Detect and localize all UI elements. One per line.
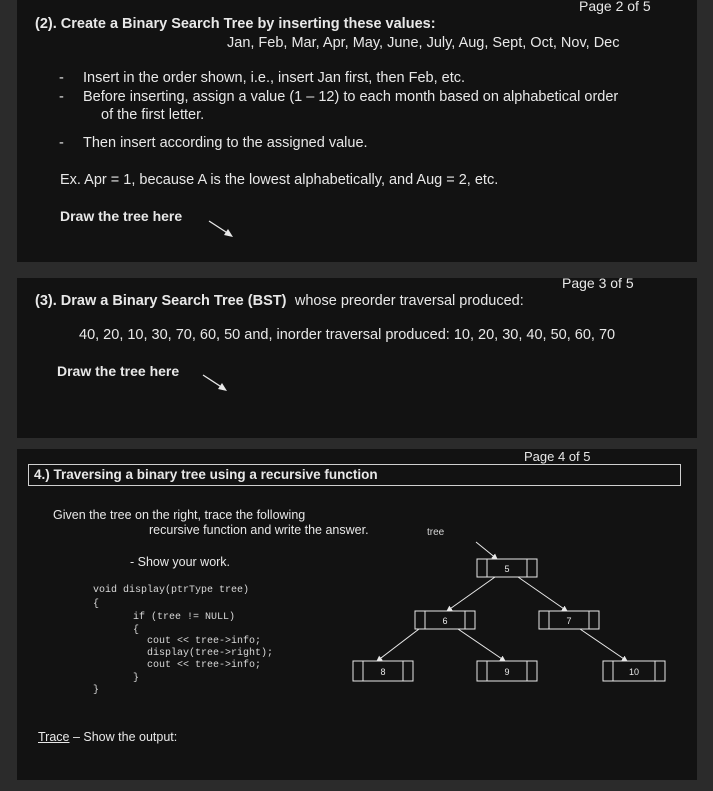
trace-prompt [38, 730, 177, 744]
show-work-text: - Show your work. [130, 555, 231, 569]
node-value: 7 [566, 616, 572, 626]
bullet-mark: - [59, 89, 64, 105]
tree-edge [458, 629, 505, 661]
question-title: (3). Draw a Binary Search Tree (BST) [35, 293, 287, 309]
draw-instruction: Draw the tree here [57, 363, 180, 379]
code-line: display(tree->right); [147, 648, 274, 659]
arrow-icon [207, 218, 237, 240]
question-title: (2). Create a Binary Search Tree by inserting these values: [35, 16, 436, 32]
node-value: 6 [442, 616, 448, 626]
bullet-1: Insert in the order shown, i.e., insert Jan first, then Feb, etc. [83, 70, 466, 86]
tree-node [603, 661, 665, 681]
page-number: Page 4 of 5 [524, 449, 591, 464]
code-line: if (tree != NULL) [133, 612, 236, 623]
node-value: 5 [504, 564, 510, 574]
tree-edge [377, 629, 419, 661]
given-text-1: Given the tree on the right, trace the following [53, 508, 306, 522]
draw-instruction: Draw the tree here [60, 208, 183, 224]
tree-edge [580, 629, 627, 661]
tree-pointer-arrow [476, 542, 497, 559]
question-title: 4.) Traversing a binary tree using a recursive function [34, 467, 378, 482]
code-line: { [93, 599, 100, 610]
node-value: 10 [628, 667, 640, 677]
code-line: cout << tree->info; [147, 636, 262, 647]
code-line: cout << tree->info; [147, 660, 262, 671]
question-title-box [28, 464, 681, 486]
traversal-values: 40, 20, 10, 30, 70, 60, 50 and, inorder traversal produced: 10, 20, 30, 40, 50, 60, 70 [79, 327, 616, 343]
bullet-2: Before inserting, assign a value (1 – 12) to each month based on alphabetical order [83, 89, 619, 105]
month-values: Jan, Feb, Mar, Apr, May, June, July, Aug, Sept, Oct, Nov, Dec [227, 35, 620, 51]
bullet-3: Then insert according to the assigned value. [83, 135, 368, 151]
question-title-line [35, 292, 524, 310]
page-number: Page 3 of 5 [562, 275, 634, 291]
code-line: void display(ptrType tree) [93, 585, 250, 596]
node-value: 8 [380, 667, 386, 677]
example-text: Ex. Apr = 1, because A is the lowest alphabetically, and Aug = 2, etc. [60, 172, 499, 188]
trace-rest: – Show the output: [69, 730, 178, 744]
node-value: 9 [504, 667, 510, 677]
trace-label: Trace [38, 730, 70, 744]
bullet-mark: - [59, 135, 64, 151]
bullet-mark: - [59, 70, 64, 86]
tree-pointer-label: tree [427, 527, 445, 538]
question-title-rest: whose preorder traversal produced: [294, 293, 524, 309]
tree-node [353, 661, 413, 681]
tree-edge [447, 577, 495, 611]
tree-node [477, 559, 537, 577]
page-number: Page 2 of 5 [579, 0, 651, 14]
given-text-2: recursive function and write the answer. [149, 523, 369, 537]
question-3-panel [17, 275, 697, 438]
question-2-panel [17, 0, 697, 262]
code-line: } [93, 685, 100, 696]
question-4-panel [17, 449, 697, 780]
tree-node [477, 661, 537, 681]
tree-edge [518, 577, 567, 611]
tree-node [539, 611, 599, 629]
binary-tree-diagram [317, 519, 687, 689]
bullet-2-continued: of the first letter. [101, 107, 205, 123]
code-line: { [133, 625, 140, 636]
arrow-icon [201, 372, 231, 394]
code-line: } [133, 673, 140, 684]
tree-node [415, 611, 475, 629]
